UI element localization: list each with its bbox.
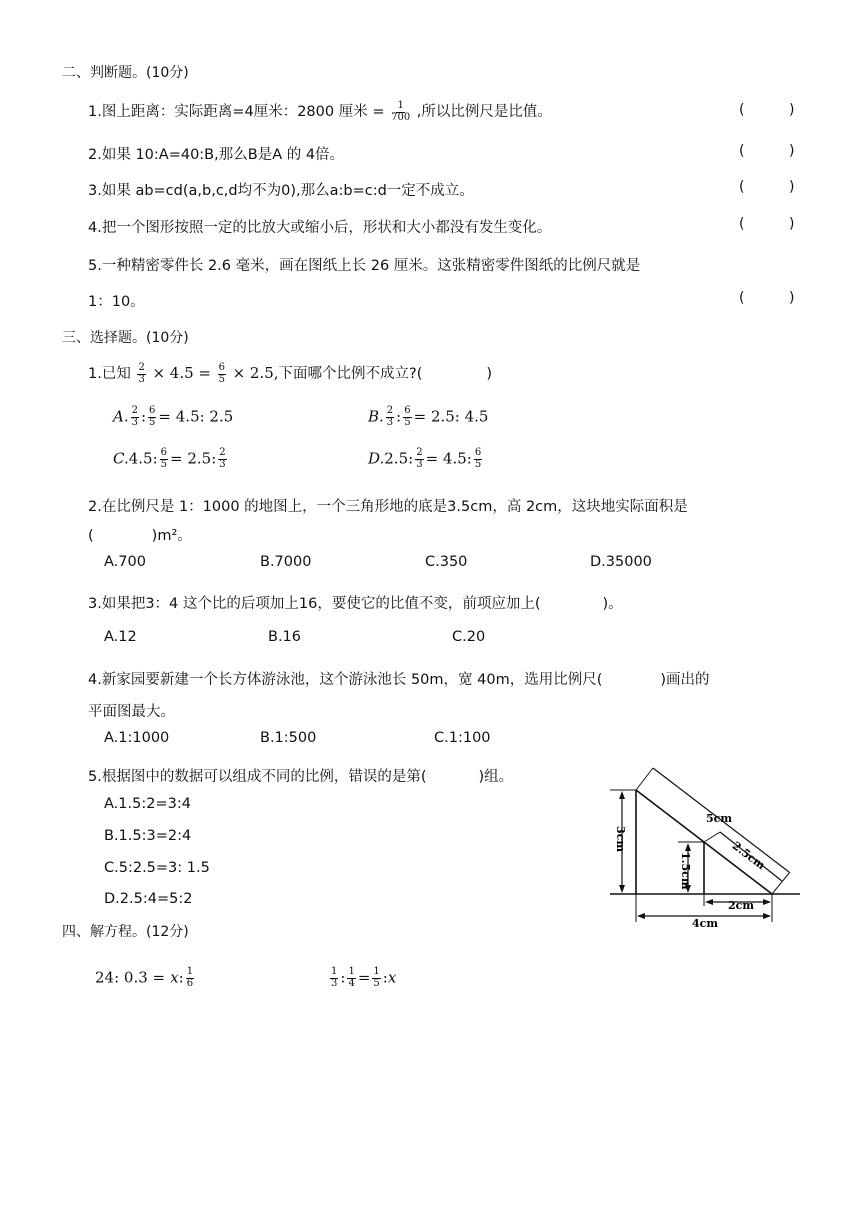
option-c: C.20 [452, 629, 486, 645]
math-text: = 4.5: 2.5 [158, 407, 234, 426]
judge-question-4: 4.把一个图形按照一定的比放大或缩小后，形状和大小都没有发生变化。 [88, 220, 552, 236]
variable-x: x [170, 968, 179, 987]
fraction: $\frac{2}{3}$ [131, 405, 138, 428]
label-5cm: 5cm [706, 812, 732, 825]
choice-question-1 [88, 362, 492, 385]
answer-paren-open: ( [739, 290, 745, 306]
answer-paren-open: ( [739, 143, 745, 159]
paren-close: )组。 [478, 769, 514, 785]
choice-question-2: 2.在比例尺是 1：1000 的地图上，一个三角形地的底是3.5cm，高 2cm，这块地实际面积是 [88, 499, 688, 515]
question-text-tail: )画出的 [660, 672, 710, 688]
math-text: : [340, 968, 346, 987]
option-d [368, 448, 484, 470]
answer-paren-close: ) [789, 216, 795, 232]
fraction: $\frac{1}{700}$ [391, 100, 411, 123]
answer-paren-close: ) [789, 143, 795, 159]
option-b [368, 406, 488, 428]
math-text: = 2.5: 4.5 [413, 407, 489, 426]
section4-title: 四、解方程。(12分) [62, 924, 189, 940]
math-text: 24: 0.3 = [95, 968, 166, 987]
choice-question-4 [88, 668, 710, 689]
fraction: $\frac{2}{3}$ [386, 405, 394, 428]
fraction: $\frac{2}{3}$ [416, 447, 423, 470]
judge-q1-text: 1.图上距离：实际距离=4厘米：2800 厘米 = [88, 104, 385, 120]
judge-question-5: 5.一种精密零件长 2.6 毫米，画在图纸上长 26 厘米。这张精密零件图纸的比例尺就是 [88, 258, 641, 274]
fraction: $\frac{6}{5}$ [160, 447, 168, 470]
fraction: $\frac{6}{5}$ [218, 362, 225, 385]
choice-question-5 [88, 765, 513, 786]
paren-close: ) [486, 366, 493, 382]
math-text: = [357, 968, 371, 987]
math-text: : [396, 407, 402, 426]
label-1-5cm: 1.5cm [679, 852, 692, 890]
option-a: A.1.5:2=3:4 [104, 796, 191, 812]
answer-paren-open: ( [739, 179, 745, 195]
fraction: $\frac{6}{5}$ [474, 447, 482, 470]
choice-q1-lead: 1.已知 [88, 366, 136, 382]
option-label: A. [113, 407, 129, 426]
question-text: 5.根据图中的数据可以组成不同的比例，错误的是第( [88, 769, 427, 785]
fraction: $\frac{6}{5}$ [149, 405, 156, 428]
math-text: × 2.5, [232, 364, 279, 382]
choice-question-4-line2: 平面图最大。 [88, 704, 175, 720]
math-text: : [382, 968, 388, 987]
paren-open: ( [88, 528, 94, 544]
option-a: A.700 [104, 554, 146, 570]
math-text: 2.5: [384, 449, 414, 468]
answer-paren-close: ) [789, 102, 795, 118]
math-text: : [140, 407, 147, 426]
judge-question-3: 3.如果 ab=cd(a,b,c,d均不为0),那么a:b=c:d一定不成立。 [88, 183, 474, 199]
option-b: B.7000 [260, 554, 312, 570]
option-b: B.1.5:3=2:4 [104, 828, 192, 844]
judge-question-5-line2: 1：10。 [88, 294, 145, 310]
fraction: $\frac{2}{3}$ [219, 447, 226, 470]
option-d: D.35000 [590, 554, 652, 570]
choice-question-2-line2 [88, 524, 192, 545]
option-label: B. [368, 407, 384, 426]
answer-paren-open: ( [739, 216, 745, 232]
math-text: × 4.5 = [152, 364, 211, 382]
section2-title: 二、判断题。(10分) [62, 65, 189, 81]
label-2cm: 2cm [728, 899, 754, 912]
option-label: C. [113, 449, 129, 468]
fraction: $\frac{1}{6}$ [186, 966, 194, 989]
fraction: $\frac{1}{5}$ [373, 966, 380, 989]
choice-question-3 [88, 592, 623, 613]
option-label: D. [368, 449, 385, 468]
equation-2 [328, 967, 396, 989]
fraction: $\frac{6}{5}$ [404, 405, 411, 428]
option-c: C.1:100 [434, 730, 491, 746]
section3-title: 三、选择题。(10分) [62, 330, 189, 346]
question-text: 3.如果把3：4 这个比的后项加上16，要使它的比值不变，前项应加上( [88, 596, 541, 612]
question-text: 4.新家园要新建一个长方体游泳池，这个游泳池长 50m，宽 40m，选用比例尺( [88, 672, 603, 688]
option-d: D.2.5:4=5:2 [104, 891, 193, 907]
paren-close: )m²。 [151, 528, 192, 544]
judge-question-2: 2.如果 10:A=40:B,那么B是A 的 4倍。 [88, 147, 345, 163]
fraction: $\frac{1}{3}$ [331, 966, 338, 989]
option-c [113, 448, 229, 470]
option-b: B.16 [268, 629, 302, 645]
label-2-5cm: 2.5cm [729, 839, 768, 873]
option-a: A.1:1000 [104, 730, 170, 746]
fraction: $\frac{2}{3}$ [138, 362, 145, 385]
label-4cm: 4cm [692, 917, 718, 930]
answer-paren-close: ) [789, 179, 795, 195]
math-text: = 4.5: [425, 449, 472, 468]
option-c: C.5:2.5=3: 1.5 [104, 860, 210, 876]
option-b: B.1:500 [260, 730, 317, 746]
math-text: = 2.5: [170, 449, 217, 468]
judge-question-1 [88, 100, 552, 123]
label-3cm: 3cm [614, 826, 627, 852]
math-text: : [178, 968, 184, 987]
fraction: $\frac{1}{4}$ [348, 966, 355, 989]
answer-paren-close: ) [789, 290, 795, 306]
option-c: C.350 [425, 554, 468, 570]
variable-x: x [387, 968, 397, 987]
choice-q1-tail: 下面哪个比例不成立?( [278, 366, 423, 382]
answer-paren-open: ( [739, 102, 745, 118]
paren-close: )。 [602, 596, 623, 612]
math-text: 4.5: [128, 449, 158, 468]
triangle-figure [600, 760, 810, 930]
option-a: A.12 [104, 629, 137, 645]
equation-1 [95, 967, 196, 989]
option-a [113, 406, 233, 428]
judge-q1-text-tail: ,所以比例尺是比值。 [416, 104, 552, 120]
